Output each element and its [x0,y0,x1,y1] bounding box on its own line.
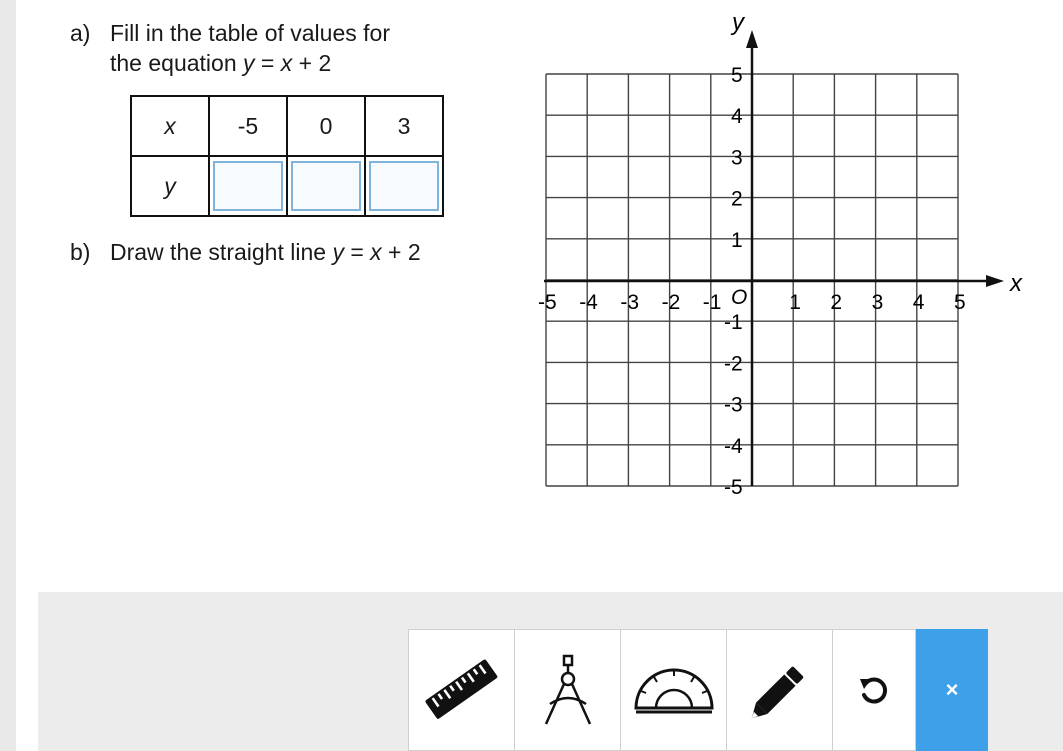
y-tick-label: 2 [731,187,743,211]
x-tick-label: 3 [871,291,884,314]
y-tick-label: 3 [731,146,743,170]
question-b-text: Draw the straight line y = x + 2 [110,239,421,265]
y-axis-arrow [746,30,758,48]
y-header-cell: y [131,156,209,216]
y-tick-label: -2 [724,352,743,376]
close-button[interactable] [916,629,988,751]
x-value-cell: 3 [365,96,443,156]
y-tick-label: 1 [731,228,743,252]
x-axis-arrow [986,275,1004,287]
y-tick-label: -5 [724,476,743,499]
close-icon: × [945,677,959,702]
x-tick-label: -3 [620,291,640,314]
question-b-label: b) [70,239,91,265]
undo-icon [857,673,891,707]
x-tick-label: 1 [789,291,801,314]
ruler-icon [421,649,503,731]
protractor-icon [632,660,716,720]
pencil-button[interactable] [726,629,832,751]
y-tick-label: -1 [724,311,743,335]
question-a-label: a) [70,20,91,46]
y-tick-label: 4 [731,105,743,129]
x-value-cell: 0 [287,96,365,156]
x-axis-label: x [1010,270,1022,297]
x-tick-label: 5 [954,291,966,314]
x-tick-label: -2 [661,291,681,314]
drawing-toolbar [408,629,988,751]
y-tick-label: 5 [731,64,743,87]
pencil-icon [748,658,812,722]
x-header-cell: x [131,96,209,156]
undo-button[interactable] [832,629,916,751]
x-tick-label: -4 [579,291,598,314]
ruler-button[interactable] [408,629,514,751]
x-tick-label: 4 [912,291,925,314]
y-axis-label: y [732,9,744,36]
origin-label: O [731,286,748,309]
x-value-cell: -5 [209,96,287,156]
x-tick-label: 2 [830,291,843,314]
y-tick-label: -3 [724,393,743,417]
x-tick-label: -1 [702,291,722,314]
protractor-button[interactable] [620,629,726,751]
question-a-text: Fill in the table of values for [110,20,390,46]
question-a-equation: the equation y = x + 2 [110,50,332,76]
x-tick-label: -5 [538,291,557,314]
compass-button[interactable] [514,629,620,751]
compass-icon [538,652,598,728]
y-tick-label: -4 [724,434,743,458]
